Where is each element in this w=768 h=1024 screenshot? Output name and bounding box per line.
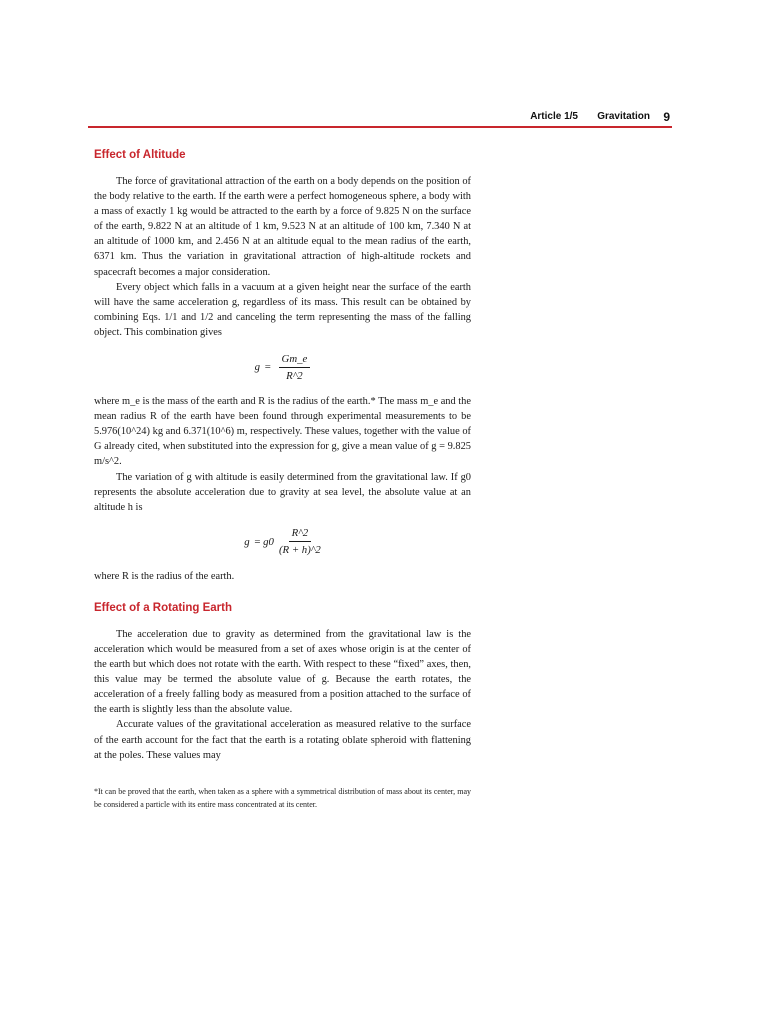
fraction <box>279 353 311 382</box>
fraction <box>279 527 321 556</box>
denominator: (R + h)^2 <box>278 544 321 557</box>
equation-lhs: g <box>254 361 261 374</box>
numerator: Gm_e <box>279 353 311 368</box>
page-body <box>94 148 471 811</box>
paragraph: The acceleration due to gravity as determined from the gravitational law is the acceleration which would be measured from a set of axes whose origin is at the center of the earth but which does not rotate with the earth. With respect to these “fixed” axes, then, this value may be termed the absolute value of g. Because the earth rotates, the acceleration of a freely falling body as measured from a position attached to the surface of the earth is slightly less than the absolute value. <box>94 628 471 716</box>
paragraph: where R is the radius of the earth. <box>94 570 235 582</box>
equation-g-altitude: g = g0 $\frac{R\^{}2}{(R + h)\^{}2}$ <box>244 527 321 557</box>
header-rule <box>88 126 672 128</box>
header-article: Article 1/5 <box>530 111 578 122</box>
running-header <box>0 111 670 125</box>
paragraph: The force of gravitational attraction of the earth on a body depends on the position of the body relative to the earth. If the earth were a perfect homogeneous sphere, a body with a mass of exactly 1 kg would be attracted to the earth by a force of 9.825 N on the surface of the earth, 9.822 N at an altitude of 1 km, 9.523 N at an altitude of 100 km, 7.340 N at an altitude of 1000 km, and 2.456 N at an altitude equal to the mean radius of the earth, 6371 km. Thus the variation in gravitational attraction of high-altitude rockets and spacecraft becomes a major consideration. <box>94 176 471 278</box>
footnote: *It can be proved that the earth, when taken as a sphere with a symmetrical distribution of mass about its center, may be considered a particle with its entire mass concentrated at its center. <box>94 786 471 809</box>
paragraph: Every object which falls in a vacuum at a given height near the surface of the earth will have the same acceleration g, regardless of its mass. This result can be obtained by combining Eqs. 1/1 and 1/2 and canceling the term representing the mass of the falling object. This combination gives <box>94 281 471 338</box>
paragraph: The variation of g with altitude is easily determined from the gravitational law. If g0 represents the absolute acceleration due to gravity at sea level, the absolute value at an altitude h is <box>94 471 471 513</box>
section-heading-rotating-earth: Effect of a Rotating Earth <box>94 601 233 614</box>
equation-g: g = $\frac{Gm\_e}{R\^{}2}$ <box>94 340 471 394</box>
paragraph: Accurate values of the gravitational acceleration as measured relative to the surface of the earth account for the fact that the earth is a rotating oblate spheroid with flattening at the poles. These values may <box>94 719 471 761</box>
section-heading-altitude: Effect of Altitude <box>94 149 186 161</box>
equation-lhs: g <box>244 535 250 548</box>
page-number: 9 <box>663 110 670 124</box>
numerator: R^2 <box>289 527 312 542</box>
paragraph: where m_e is the mass of the earth and R is the radius of the earth.* The mass m_e and the mean radius R of the earth have been found through experimental measurements to be 5.976(10^24) kg and 6.371(10^6) m, respectively. These values, together with the value of G already cited, when substituted into the expression for g, give a mean value of g = 9.825 m/s^2. <box>94 396 471 468</box>
denominator: R^2 <box>286 369 303 382</box>
equation-g0: g0 <box>263 535 274 548</box>
header-section: Gravitation <box>597 111 650 122</box>
